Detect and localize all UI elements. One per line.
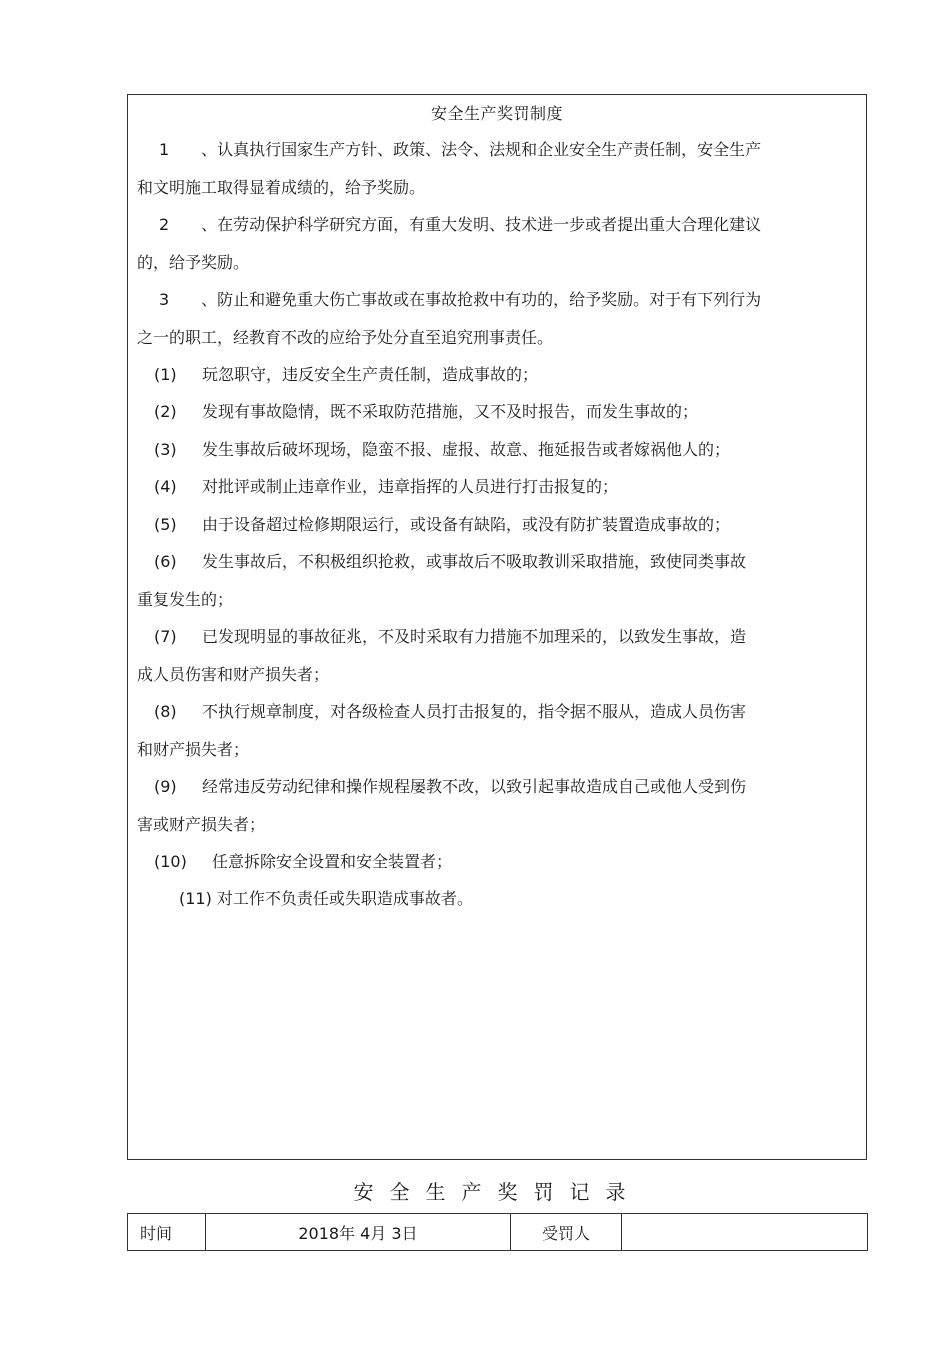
list-item-continuation: 成人员伤害和财产损失者；: [137, 664, 330, 684]
person-value: [622, 1214, 868, 1251]
list-item: [137, 843, 827, 881]
paragraph-3: [137, 281, 827, 356]
list-item: [137, 506, 827, 544]
list-item: [137, 431, 827, 469]
regulation-box: [127, 94, 867, 1160]
paragraph-3-line-2: 之一的职工，经教育不改的应给予处分直至追究刑事责任。: [137, 327, 554, 347]
list-item-continuation: 重复发生的；: [137, 589, 234, 609]
list-item-label: (5): [154, 515, 177, 534]
list-item: [137, 693, 827, 768]
list-item-label: (11): [179, 889, 212, 908]
list-item-continuation: 和财产损失者；: [137, 739, 250, 759]
list-item-text: 对工作不负责任或失职造成事故者。: [216, 889, 473, 908]
paragraph-3-line-1: 3 、防止和避免重大伤亡事故或在事故抢救中有功的，给予奖励。对于有下列行为: [159, 290, 762, 309]
list-item: [137, 768, 827, 843]
time-label: 时间: [128, 1214, 206, 1251]
list-item-label: (1): [154, 365, 177, 384]
list-item-label: (4): [154, 477, 177, 496]
list-item: [137, 880, 827, 918]
list-item-label: (6): [154, 552, 177, 571]
list-item-label: (3): [154, 440, 177, 459]
record-title: 安全生产奖罚记录: [353, 1180, 642, 1204]
list-item-text: 已发现明显的事故征兆，不及时采取有力措施不加理采的，以致发生事故，造: [202, 627, 747, 646]
list-item-text: 不执行规章制度，对各级检查人员打击报复的，指令据不服从，造成人员伤害: [202, 702, 747, 721]
list-item-label: (9): [154, 777, 177, 796]
list-item-text: 经常违反劳动纪律和操作规程屡教不改，以致引起事故造成自己或他人受到伤: [202, 777, 747, 796]
list-item-text: 玩忽职守，违反安全生产责任制，造成事故的；: [202, 365, 539, 384]
list-item: [137, 356, 827, 394]
list-item-continuation: 害或财产损失者；: [137, 814, 266, 834]
paragraph-2-line-2: 的，给予奖励。: [137, 252, 250, 272]
paragraph-1-line-1: 1 、认真执行国家生产方针、政策、法令、法规和企业安全生产责任制，安全生产: [159, 140, 762, 159]
list-item: [137, 393, 827, 431]
paragraph-1-line-2: 和文明施工取得显着成绩的，给予奖励。: [137, 177, 426, 197]
paragraph-1: [137, 131, 827, 206]
person-label: 受罚人: [511, 1214, 622, 1251]
list-item-label: (10): [154, 852, 187, 871]
list-item-text: 任意拆除安全设置和安全装置者；: [212, 852, 453, 871]
list-item-text: 对批评或制止违章作业，违章指挥的人员进行打击报复的；: [202, 477, 619, 496]
list-item-text: 发现有事故隐情，既不采取防范措施，又不及时报告，而发生事故的；: [202, 402, 699, 421]
list-item: [137, 618, 827, 693]
list-item-text: 由于设备超过检修期限运行，或设备有缺陷，或没有防扩装置造成事故的；: [202, 515, 731, 534]
paragraph-2: [137, 206, 827, 281]
list-item: [137, 468, 827, 506]
date-value: 2018年 4月 3日: [206, 1214, 511, 1251]
list-item-text: 发生事故后破坏现场，隐蛮不报、虚报、故意、拖延报告或者嫁祸他人的；: [202, 440, 731, 459]
list-item-label: (7): [154, 627, 177, 646]
list-item-text: 发生事故后，不积极组织抢救，或事故后不吸取教训采取措施，致使同类事故: [202, 552, 747, 571]
list-item-label: (8): [154, 702, 177, 721]
paragraph-2-line-1: 2 、在劳动保护科学研究方面，有重大发明、技术进一步或者提出重大合理化建议: [159, 215, 762, 234]
regulation-title: 安全生产奖罚制度: [430, 104, 563, 123]
record-table: [127, 1213, 868, 1251]
list-item-label: (2): [154, 402, 177, 421]
list-item: [137, 543, 827, 618]
table-row: [128, 1214, 868, 1251]
